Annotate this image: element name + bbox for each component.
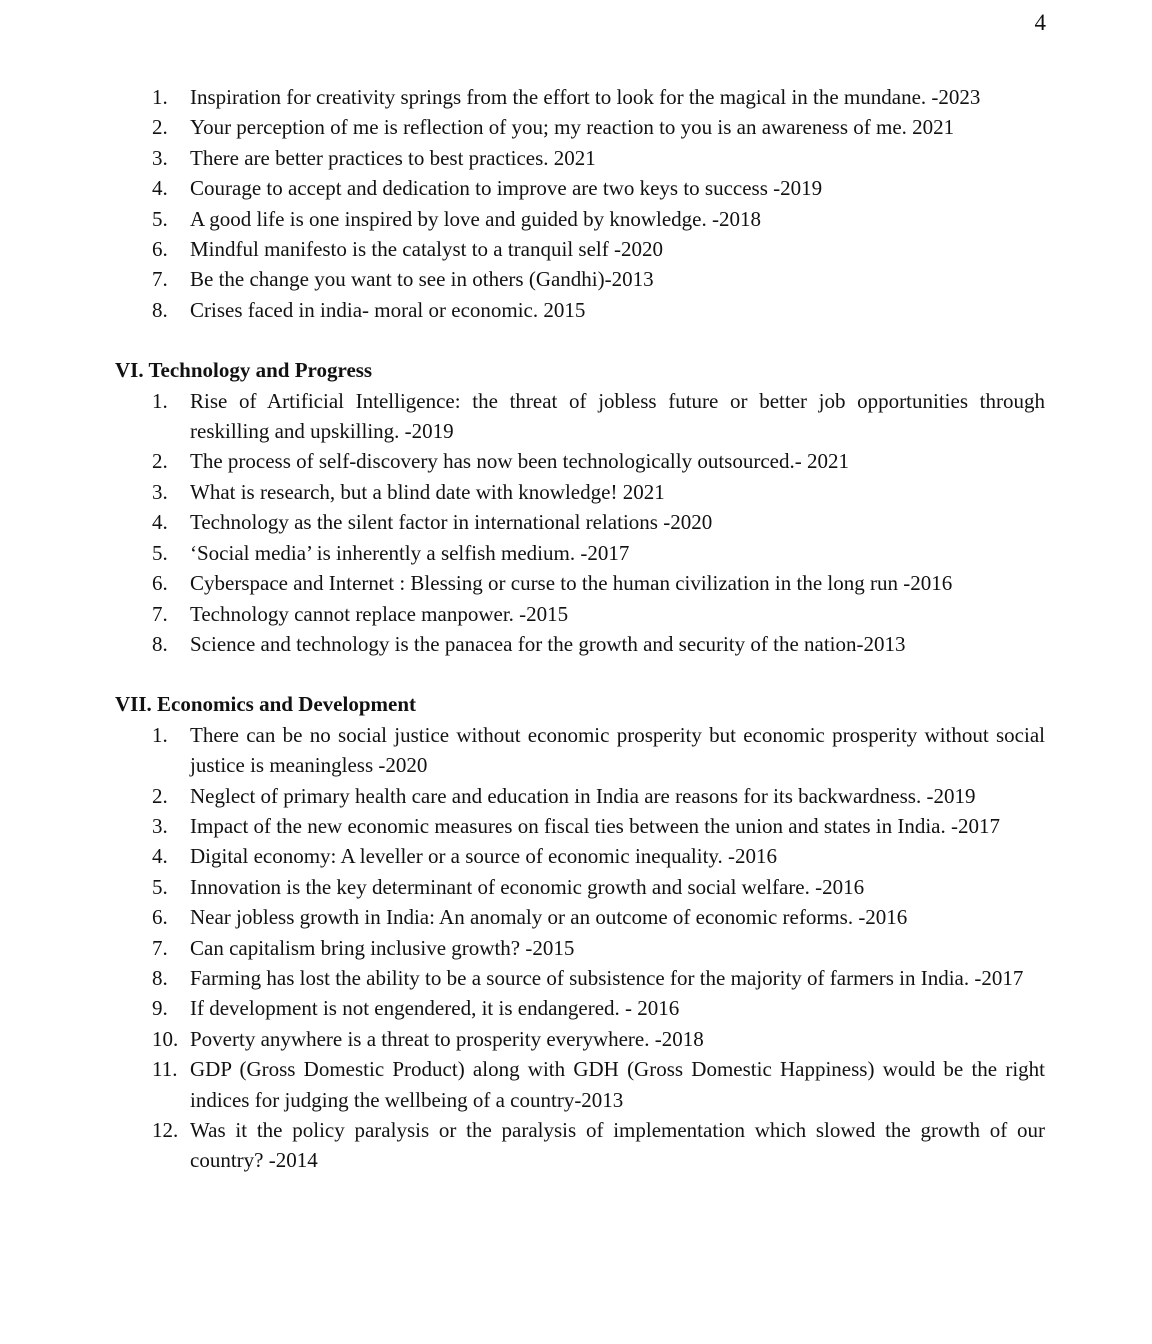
item-text: Poverty anywhere is a threat to prosperity everywhere. -2018 [190, 1026, 704, 1051]
item-number: 3. [152, 479, 168, 504]
item-number: 4. [152, 510, 168, 535]
item-number: 8. [152, 631, 168, 656]
item-number: 3. [152, 813, 168, 838]
item-text: Rise of Artificial Intelligence: the threat of jobless future or better job opportunities through reskilling and upskilling. -2019 [190, 388, 1045, 444]
item-text: What is research, but a blind date with knowledge! 2021 [190, 479, 665, 504]
list-item [0, 234, 1152, 264]
item-text: Neglect of primary health care and education in India are reasons for its backwardness. -2019 [190, 783, 976, 808]
item-text: Was it the policy paralysis or the paralysis of implementation which slowed the growth of our country? -2014 [190, 1118, 1045, 1173]
list-item [0, 1024, 1152, 1054]
item-number: 2. [152, 783, 168, 808]
item-number: 1. [152, 388, 168, 413]
item-number: 5. [152, 540, 168, 565]
list-item [0, 811, 1152, 841]
item-text: Impact of the new economic measures on fiscal ties between the union and states in India. -2017 [190, 813, 1000, 838]
list-item [0, 477, 1152, 507]
item-text: There are better practices to best practices. 2021 [190, 145, 596, 170]
list-item [0, 446, 1152, 476]
item-text: There can be no social justice without economic prosperity but economic prosperity without social justice is meaningless -2020 [190, 722, 1045, 778]
item-text: Courage to accept and dedication to improve are two keys to success -2019 [190, 176, 823, 201]
list-item [0, 82, 1152, 112]
section-list [0, 386, 1152, 660]
list-item [0, 538, 1152, 568]
item-number: 8. [152, 297, 168, 322]
item-text: Crises faced in india- moral or economic. 2015 [190, 297, 586, 322]
list-item [0, 1054, 1152, 1115]
list-item [0, 841, 1152, 871]
item-number: 6. [152, 571, 168, 596]
section-heading: VII. Economics and Development [115, 692, 417, 717]
item-number: 5. [152, 874, 168, 899]
item-number: 9. [152, 996, 168, 1021]
item-text: Innovation is the key determinant of economic growth and social welfare. -2016 [190, 874, 865, 899]
item-number: 7. [152, 267, 168, 292]
item-text: Digital economy: A leveller or a source of economic inequality. -2016 [190, 844, 778, 869]
item-text: ‘Social media’ is inherently a selfish medium. -2017 [190, 540, 630, 565]
list-item [0, 1115, 1152, 1176]
item-text: Farming has lost the ability to be a source of subsistence for the majority of farmers in India. -2017 [190, 965, 1024, 990]
item-text: The process of self-discovery has now been technologically outsourced.- 2021 [190, 449, 849, 474]
list-item [0, 933, 1152, 963]
list-item [0, 781, 1152, 811]
item-text: Inspiration for creativity springs from the effort to look for the magical in the mundane. -2023 [190, 85, 981, 109]
item-number: 2. [152, 115, 168, 140]
item-number: 6. [152, 905, 168, 930]
page-number: 4 [1034, 10, 1046, 35]
item-text: Technology as the silent factor in international relations -2020 [190, 510, 713, 535]
intro-list [0, 82, 1152, 325]
item-text: If development is not engendered, it is endangered. - 2016 [190, 996, 680, 1021]
item-text: Near jobless growth in India: An anomaly or an outcome of economic reforms. -2016 [190, 905, 908, 930]
item-text: A good life is one inspired by love and guided by knowledge. -2018 [190, 206, 761, 231]
list-item [0, 204, 1152, 234]
item-number: 8. [152, 965, 168, 990]
section-economics [0, 689, 1152, 1176]
list-item [0, 872, 1152, 902]
item-number: 4. [152, 844, 168, 869]
item-number: 1. [152, 85, 168, 109]
section-list [0, 720, 1152, 1176]
list-item [0, 295, 1152, 325]
item-text: Science and technology is the panacea for the growth and security of the nation-2013 [190, 631, 906, 656]
item-text: Technology cannot replace manpower. -2015 [190, 601, 569, 626]
list-item [0, 507, 1152, 537]
item-number: 1. [152, 722, 168, 747]
item-text: Can capitalism bring inclusive growth? -2015 [190, 935, 575, 960]
item-text: Mindful manifesto is the catalyst to a tranquil self -2020 [190, 237, 663, 262]
item-number: 7. [152, 601, 168, 626]
item-number: 11. [152, 1057, 178, 1082]
list-item [0, 112, 1152, 142]
item-number: 6. [152, 237, 168, 262]
item-number: 7. [152, 935, 168, 960]
list-item [0, 173, 1152, 203]
item-number: 10. [152, 1026, 179, 1051]
list-item [0, 629, 1152, 659]
list-item [0, 993, 1152, 1023]
item-text: Cyberspace and Internet : Blessing or curse to the human civilization in the long run -2016 [190, 571, 953, 596]
item-number: 4. [152, 176, 168, 201]
section-technology [0, 355, 1152, 659]
section-heading: VI. Technology and Progress [115, 358, 373, 383]
item-text: Be the change you want to see in others (Gandhi)-2013 [190, 267, 654, 292]
list-item [0, 264, 1152, 294]
list-item [0, 963, 1152, 993]
item-number: 3. [152, 145, 168, 170]
item-number: 2. [152, 449, 168, 474]
list-item [0, 386, 1152, 447]
item-text: Your perception of me is reflection of you; my reaction to you is an awareness of me. 2021 [190, 115, 955, 140]
list-item [0, 568, 1152, 598]
list-item [0, 599, 1152, 629]
item-number: 12. [152, 1118, 179, 1142]
page-content [0, 82, 1152, 1176]
list-item [0, 902, 1152, 932]
list-item [0, 720, 1152, 781]
item-number: 5. [152, 206, 168, 231]
item-text: GDP (Gross Domestic Product) along with GDH (Gross Domestic Happiness) would be the right indices for judging the wellbeing of a country-2013 [190, 1057, 1045, 1112]
list-item [0, 143, 1152, 173]
